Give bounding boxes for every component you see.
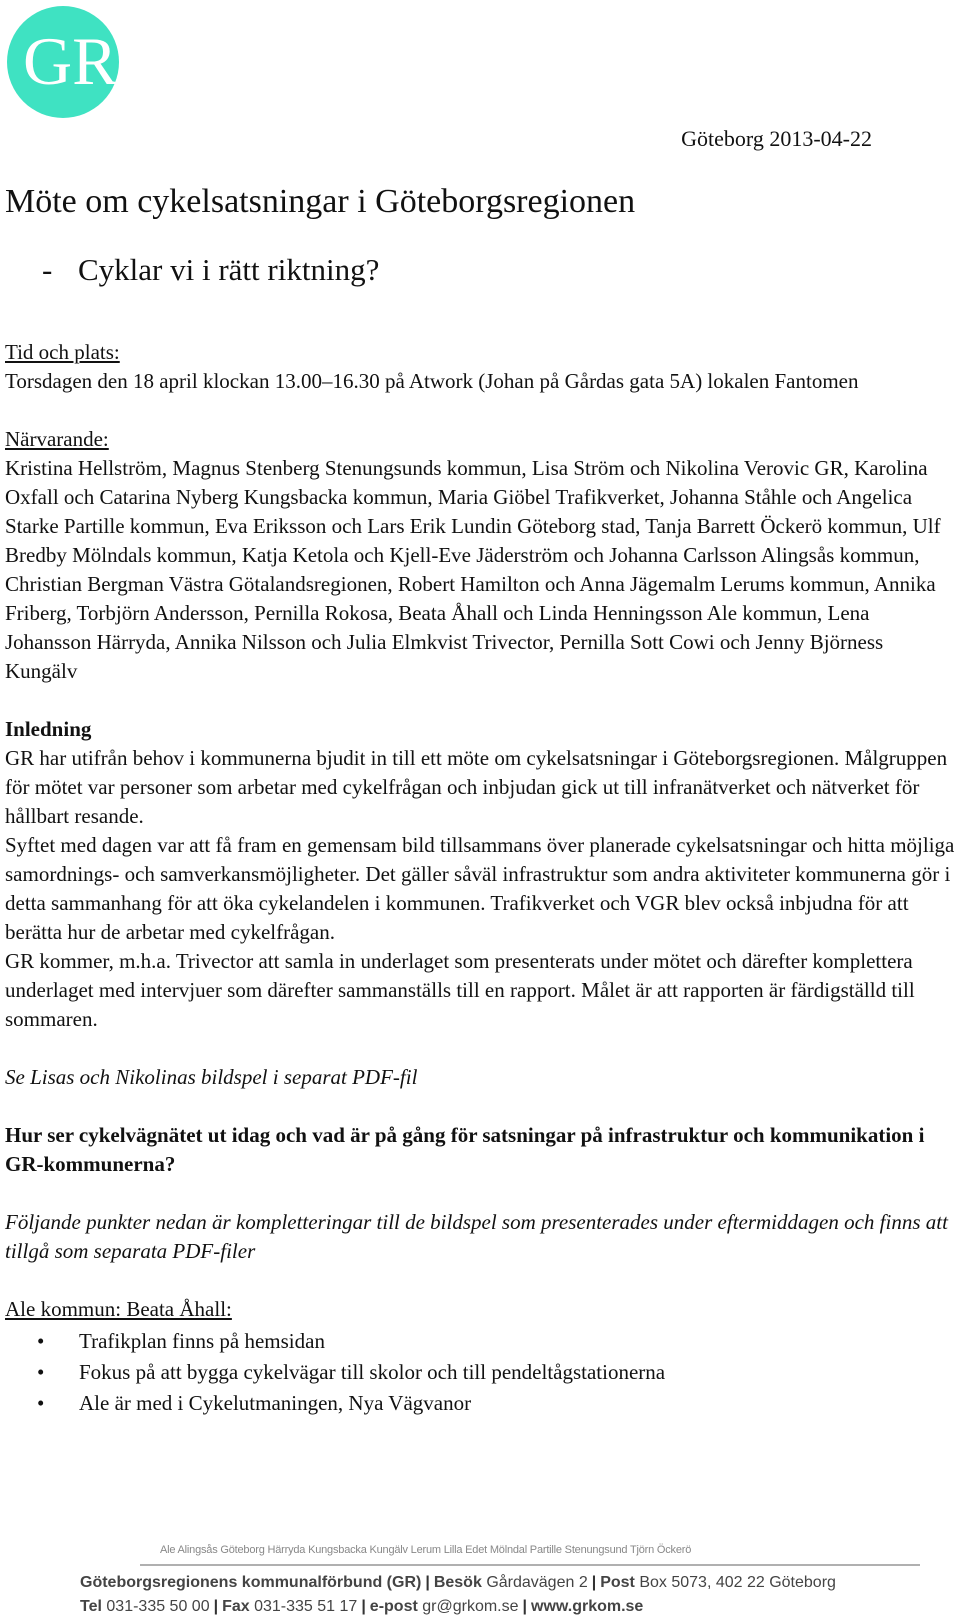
supplement-note: Följande punkter nedan är kompletteringar till de bildspel som presenterades under eftermiddagen och finns att tillgå som separata PDF-filer bbox=[5, 1210, 948, 1263]
list-item: • Fokus på att bygga cykelvägar till skolor och till pendeltågstationerna bbox=[5, 1357, 955, 1388]
intro-paragraph-3: GR kommer, m.h.a. Trivector att samla in underlaget som presenterats under mötet och därefter komplettera underlaget med intervjuer som därefter sammanställs till en rapport. Målet är att rapporten är färdigställd till sommaren. bbox=[5, 949, 915, 1031]
bullet-icon: • bbox=[37, 1391, 45, 1415]
footer-post: Box 5073, 402 22 Göteborg bbox=[639, 1574, 836, 1591]
question-heading: Hur ser cykelvägnätet ut idag och vad är på gång för satsningar på infrastruktur och kommunikation i GR-kommunerna? bbox=[5, 1123, 925, 1176]
footer-email-label: e-post bbox=[369, 1598, 418, 1615]
footer-divider bbox=[140, 1564, 920, 1566]
footer-fax-label: Fax bbox=[222, 1598, 250, 1615]
list-item: • Ale är med i Cykelutmaningen, Nya Vägvanor bbox=[5, 1388, 955, 1419]
footer-email[interactable]: gr@grkom.se bbox=[422, 1598, 519, 1615]
attendees-text: Kristina Hellström, Magnus Stenberg Stenungsunds kommun, Lisa Ström och Nikolina Verovic GR, Karolina Oxfall och Catarina Nyberg Kungsbacka kommun, Maria Giöbel Trafikverket, Johanna Ståhle och Angelica Starke Partille kommun, Eva Eriksson och Lars Erik Lundin Göteborg stad, Tanja Barrett Öckerö kommun, Ulf Bredby Mölndals kommun, Katja Ketola och Kjell-Eve Jäderström och Johanna Carlsson Alingsås kommun, Christian Bergman Västra Götalandsregionen, Robert Hamilton och Anna Jägemalm Lerums kommun, Annika Friberg, Torbjörn Andersson, Pernilla Rokosa, Beata Åhall och Linda Henningsson Ale kommun, Lena Johansson Härryda, Annika Nilsson och Julia Elmkvist Trivector, Pernilla Sott Cowi och Jenny Björness Kungälv bbox=[5, 456, 941, 683]
intro-heading: Inledning bbox=[5, 717, 92, 741]
footer-org: Göteborgsregionens kommunalförbund (GR) bbox=[80, 1574, 422, 1591]
document-subtitle bbox=[42, 252, 379, 288]
ale-heading: Ale kommun: Beata Åhall: bbox=[5, 1297, 232, 1321]
intro-paragraph-2: Syftet med dagen var att få fram en gemensam bild tillsammans över planerade cykelsatsningar och hitta möjliga samordnings- och samverkansmöjligheter. Det gäller såväl infrastruktur som andra aktiviteter kommunerna gör i detta sammanhang för att öka cykelandelen i kommunen. Trafikverket och VGR blev också inbjudna för att berätta hur de arbetar med cykelfrågan. bbox=[5, 833, 955, 944]
attendees-heading: Närvarande: bbox=[5, 427, 109, 451]
bullet-icon: • bbox=[37, 1360, 45, 1384]
footer-address-line: Göteborgsregionens kommunalförbund (GR) | Besök Gårdavägen 2 | Post Box 5073, 402 22 Göteborg bbox=[80, 1574, 836, 1591]
ale-list bbox=[5, 1326, 955, 1419]
document-body bbox=[5, 338, 955, 1419]
time-place-heading: Tid och plats: bbox=[5, 340, 120, 364]
bullet-icon: • bbox=[37, 1329, 45, 1353]
footer-municipalities: Ale Alingsås Göteborg Härryda Kungsbacka Kungälv Lerum Lilla Edet Mölndal Partille Stenungsund Tjörn Öckerö bbox=[160, 1544, 692, 1556]
footer-web[interactable]: www.grkom.se bbox=[531, 1598, 644, 1615]
footer-visit-label: Besök bbox=[433, 1574, 482, 1591]
gr-logo bbox=[5, 4, 125, 124]
footer-post-label: Post bbox=[600, 1574, 635, 1591]
footer-tel: 031-335 50 00 bbox=[106, 1598, 210, 1615]
slideshow-note: Se Lisas och Nikolinas bildspel i separat PDF-fil bbox=[5, 1065, 418, 1089]
footer-fax: 031-335 51 17 bbox=[254, 1598, 358, 1615]
intro-paragraph-1: GR har utifrån behov i kommunerna bjudit in till ett möte om cykelsatsningar i Göteborgsregionen. Målgruppen för mötet var personer som arbetar med cykelfrågan och inbjudan gick ut till infranätverket och nätverket för hållbart resande. bbox=[5, 746, 948, 828]
document-date: Göteborg 2013-04-22 bbox=[681, 126, 872, 151]
footer-tel-label: Tel bbox=[80, 1598, 102, 1615]
list-item: • Trafikplan finns på hemsidan bbox=[5, 1326, 955, 1357]
document-title: Möte om cykelsatsningar i Göteborgsregionen bbox=[5, 183, 636, 220]
footer-contact-line: Tel 031-335 50 00 | Fax 031-335 51 17 | e-post gr@grkom.se | www.grkom.se bbox=[80, 1598, 644, 1615]
footer-visit: Gårdavägen 2 bbox=[486, 1574, 588, 1591]
time-place-text: Torsdagen den 18 april klockan 13.00–16.30 på Atwork (Johan på Gårdas gata 5A) lokalen Fantomen bbox=[5, 369, 859, 393]
logo-text: GR bbox=[23, 23, 118, 99]
subtitle-dash: - bbox=[42, 252, 53, 287]
subtitle-text: Cyklar vi i rätt riktning? bbox=[78, 252, 380, 287]
